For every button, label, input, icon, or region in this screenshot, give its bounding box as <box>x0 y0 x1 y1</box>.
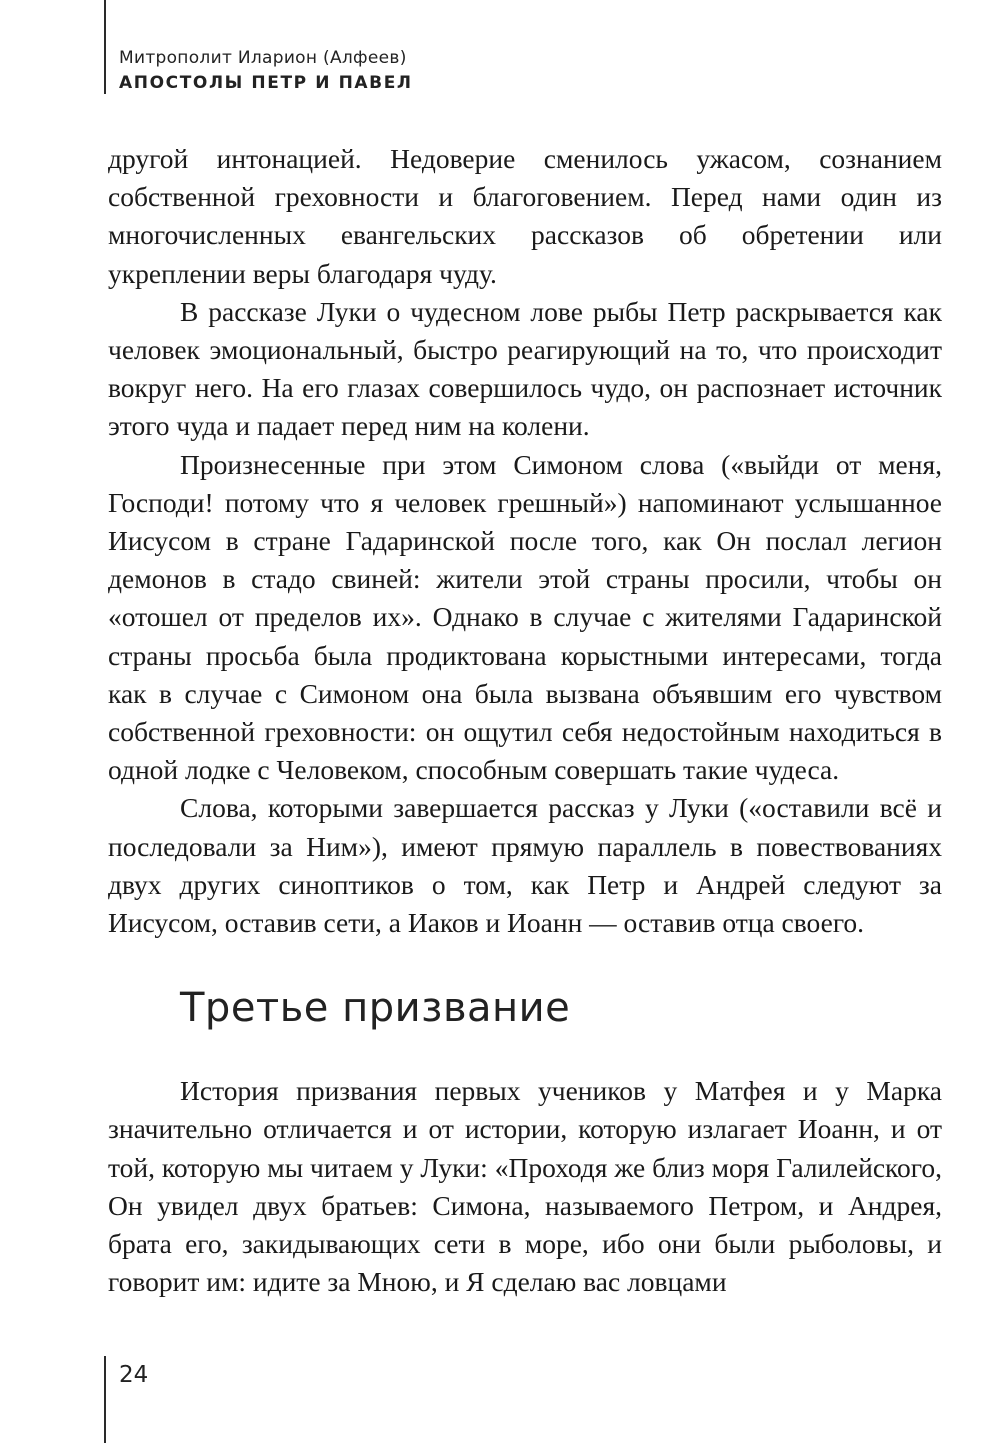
paragraph: Слова, которыми завершается рассказ у Луки («оставили всё и последовали за Ним»), имеют прямую параллель в повествованиях двух других синоптиков о том, как Петр и Андрей следуют за Иисусом, оставив сети, а Иаков и Иоанн — оставив отца своего. <box>108 792 942 939</box>
header-rule <box>104 0 106 94</box>
paragraph: другой интонацией. Недоверие сменилось ужасом, сознанием собственной греховности и благоговением. Перед нами один из многочисленных евангельских рассказов об обретении или укреплении веры благодаря чуду. <box>108 143 942 289</box>
header-author: Митрополит Иларион (Алфеев) <box>119 48 407 68</box>
paragraph: Произнесенные при этом Симоном слова («выйди от меня, Господи! потому что я человек грешный») напоминают услышанное Иисусом в стране Гадаринской после того, как Он послал легион демонов в стадо свиней: жители этой страны просили, чтобы он «отошел от пределов их». Однако в случае с жителями Гадаринской страны просьба была продиктована корыстными интересами, тогда как в случае с Симоном она была вызвана объявшим его чувством собственной греховности: он ощутил себя недостойным находиться в одной лодке с Человеком, способным совершать такие чудеса. <box>108 448 942 786</box>
page-body <box>108 140 942 1301</box>
footer-rule <box>104 1356 106 1443</box>
page-number: 24 <box>119 1362 149 1388</box>
paragraph: В рассказе Луки о чудесном лове рыбы Петр раскрывается как человек эмоциональный, быстро реагирующий на то, что происходит вокруг него. На его глазах совершилось чудо, он распознает источник этого чуда и падает перед ним на колени. <box>108 295 942 442</box>
paragraph: История призвания первых учеников у Матфея и у Марка значительно отличается и от истории, которую излагает Иоанн, и от той, которую мы читаем у Луки: «Проходя же близ моря Галилейского, Он увидел двух братьев: Симона, называемого Петром, и Андрея, брата его, закидывающих сети в море, ибо они были рыболовы, и говорит им: идите за Мною, и Я сделаю вас ловцами <box>108 1075 942 1298</box>
section-heading: Третье призвание <box>180 985 571 1032</box>
header-book-title: АПОСТОЛЫ ПЕТР И ПАВЕЛ <box>119 73 413 93</box>
running-header <box>119 46 413 96</box>
